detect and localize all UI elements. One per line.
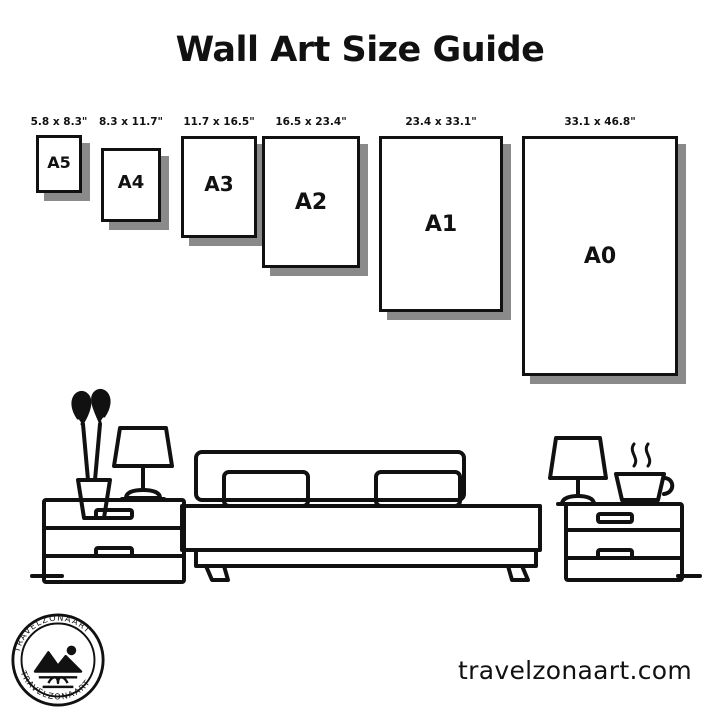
frame-a1 bbox=[379, 136, 517, 322]
frame-size-label: 5.8 x 8.3" bbox=[30, 116, 88, 128]
left-table-lamp bbox=[114, 428, 172, 499]
frame-label: A3 bbox=[204, 172, 234, 196]
frame-size-label: 8.3 x 11.7" bbox=[98, 116, 164, 128]
frame-size-label: 11.7 x 16.5" bbox=[183, 116, 255, 128]
logo-brand-text-top: TRAVELZONAART bbox=[11, 612, 94, 654]
frame-a3 bbox=[181, 136, 271, 248]
website-url: travelzonaart.com bbox=[458, 656, 692, 685]
bed bbox=[182, 452, 540, 580]
logo-brand-text-bottom: TRAVELZONAART bbox=[18, 669, 93, 702]
frame-a5 bbox=[36, 135, 92, 193]
frame-a4 bbox=[101, 148, 175, 226]
frame-a0 bbox=[522, 136, 692, 386]
right-nightstand bbox=[566, 504, 682, 580]
right-table-lamp bbox=[550, 438, 606, 504]
frame-a2 bbox=[262, 136, 374, 278]
frame-size-label: 23.4 x 33.1" bbox=[405, 116, 477, 128]
frame-label: A1 bbox=[424, 212, 458, 237]
page-title: Wall Art Size Guide bbox=[175, 30, 545, 70]
frame-size-label: 16.5 x 23.4" bbox=[275, 116, 347, 128]
frame-label: A5 bbox=[47, 153, 71, 172]
left-nightstand bbox=[44, 500, 184, 582]
frame-size-label: 33.1 x 46.8" bbox=[564, 116, 636, 128]
frame-label: A2 bbox=[294, 190, 328, 215]
bedroom-scene bbox=[0, 380, 720, 600]
frame-label: A4 bbox=[117, 172, 145, 193]
coffee-cup bbox=[616, 444, 672, 500]
frame-label: A0 bbox=[583, 244, 617, 269]
brand-logo bbox=[10, 612, 106, 708]
